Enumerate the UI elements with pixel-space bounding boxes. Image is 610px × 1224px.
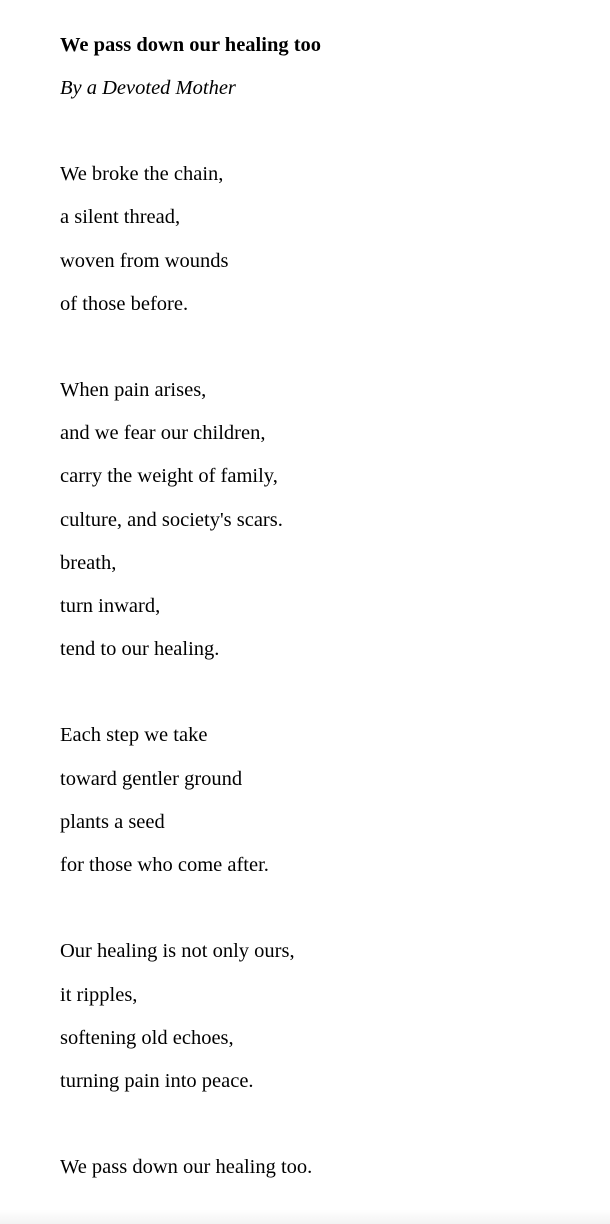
poem-line: softening old echoes, (60, 1027, 234, 1049)
poem-line: turning pain into peace. (60, 1070, 254, 1092)
poem-line: toward gentler ground (60, 768, 243, 790)
poem-line: and we fear our children, (60, 422, 266, 444)
poem-line: Our healing is not only ours, (60, 940, 295, 962)
poem-line: woven from wounds (60, 250, 229, 272)
poem-line: plants a seed (60, 811, 165, 833)
page-bottom-edge (0, 1210, 610, 1224)
poem-line: a silent thread, (60, 206, 181, 228)
poem-line: it ripples, (60, 984, 138, 1006)
poem-line: of those before. (60, 293, 189, 315)
poem-closing-line: We pass down our healing too. (60, 1156, 313, 1178)
poem-line: carry the weight of family, (60, 465, 278, 487)
poem-byline: By a Devoted Mother (60, 77, 236, 99)
poem-line: turn inward, (60, 595, 161, 617)
poem-line: culture, and society's scars. (60, 509, 283, 531)
poem-line: When pain arises, (60, 379, 207, 401)
poem-line: We broke the chain, (60, 163, 224, 185)
poem-line: breath, (60, 552, 117, 574)
poem-title: We pass down our healing too (60, 34, 322, 56)
poem-line: tend to our healing. (60, 638, 220, 660)
poem-line: Each step we take (60, 724, 208, 746)
poem-line: for those who come after. (60, 854, 269, 876)
